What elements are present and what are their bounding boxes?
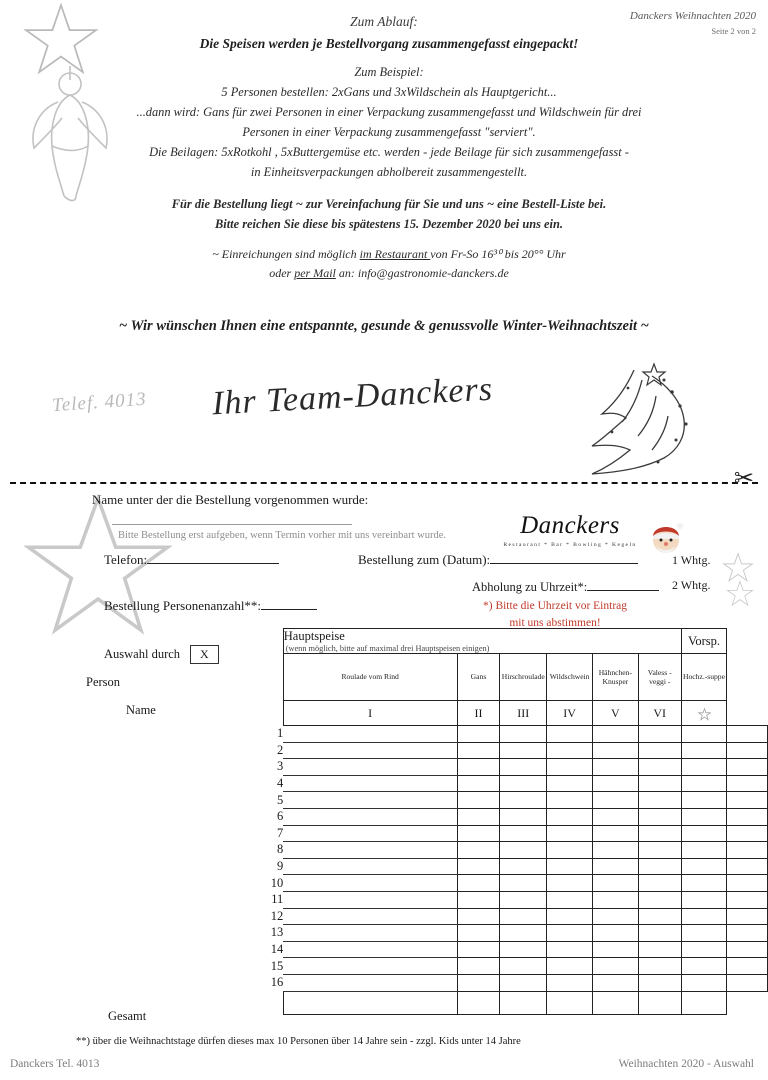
row-dish-cell[interactable] xyxy=(638,858,681,875)
row-number: 9 xyxy=(277,859,284,874)
row-dish-cell[interactable] xyxy=(547,858,593,875)
table-row xyxy=(94,908,768,925)
row-dish-cell[interactable] xyxy=(457,726,500,743)
row-name-input[interactable] xyxy=(283,908,457,925)
row-number: 1 xyxy=(277,726,284,741)
total-cell[interactable] xyxy=(593,991,638,1014)
row-dish-cell[interactable] xyxy=(638,958,681,975)
row-dish-cell[interactable] xyxy=(500,958,547,975)
row-dish-cell[interactable] xyxy=(457,775,500,792)
intro-line-6: Für die Bestellung liegt ~ zur Vereinfachung für Sie und uns ~ eine Bestell-Liste bei. xyxy=(171,196,607,211)
row-dish-cell[interactable] xyxy=(547,941,593,958)
row-dish-cell[interactable] xyxy=(547,908,593,925)
intro-line-5: in Einheitsverpackungen abholbereit zusammengestellt. xyxy=(250,165,528,180)
group-hauptspeise-label: Hauptspeise xyxy=(283,629,345,643)
row-name-input[interactable] xyxy=(283,808,457,825)
row-dish-cell[interactable] xyxy=(457,925,500,942)
row-dish-cell[interactable] xyxy=(727,974,768,991)
row-dish-cell[interactable] xyxy=(681,958,726,975)
row-dish-cell[interactable] xyxy=(500,891,547,908)
row-dish-cell[interactable] xyxy=(593,908,638,925)
row-name-input[interactable] xyxy=(283,775,457,792)
row-dish-cell[interactable] xyxy=(593,925,638,942)
row-dish-cell[interactable] xyxy=(500,875,547,892)
row-dish-cell[interactable] xyxy=(727,742,768,759)
row-dish-cell[interactable] xyxy=(593,792,638,809)
row-dish-cell[interactable] xyxy=(547,825,593,842)
intro-line-8b: im Restaurant xyxy=(359,246,431,261)
row-dish-cell[interactable] xyxy=(638,925,681,942)
row-dish-cell[interactable] xyxy=(593,941,638,958)
intro-line-8c: von Fr-So 16³⁰ bis 20°° Uhr xyxy=(430,246,566,261)
footer-right: Weihnachten 2020 - Auswahl xyxy=(618,1058,754,1070)
row-number: 11 xyxy=(271,892,284,907)
order-name-input[interactable] xyxy=(112,524,352,525)
row-dish-cell[interactable] xyxy=(457,792,500,809)
row-dish-cell[interactable] xyxy=(681,775,726,792)
person-label: Person xyxy=(86,675,121,689)
abholung-uhrzeit-field[interactable] xyxy=(472,580,659,595)
santa-icon xyxy=(644,516,688,560)
dish-number: I xyxy=(283,701,457,726)
intro-line-9b: per Mail xyxy=(294,266,336,281)
row-dish-cell[interactable] xyxy=(457,958,500,975)
row-dish-cell[interactable] xyxy=(727,925,768,942)
row-dish-cell[interactable] xyxy=(638,875,681,892)
row-number: 2 xyxy=(277,742,284,757)
bestellung-datum-input[interactable] xyxy=(490,563,638,564)
row-number: 10 xyxy=(270,875,284,890)
row-dish-cell[interactable] xyxy=(500,858,547,875)
intro-example-label: Zum Beispiel: xyxy=(354,65,424,79)
row-dish-cell[interactable] xyxy=(638,792,681,809)
row-name-input[interactable] xyxy=(283,858,457,875)
table-row xyxy=(94,792,768,809)
dish-header: Roulade vom Rind xyxy=(283,654,457,701)
row-dish-cell[interactable] xyxy=(727,858,768,875)
row-dish-cell[interactable] xyxy=(593,875,638,892)
row-number: 3 xyxy=(277,759,284,774)
row-dish-cell[interactable] xyxy=(500,842,547,859)
group-hauptspeise xyxy=(283,629,681,654)
row-dish-cell[interactable] xyxy=(593,775,638,792)
row-dish-cell[interactable] xyxy=(500,775,547,792)
row-dish-cell[interactable] xyxy=(593,759,638,776)
table-row xyxy=(94,726,768,743)
row-dish-cell[interactable] xyxy=(457,825,500,842)
row-dish-cell[interactable] xyxy=(500,759,547,776)
auswahl-label: Auswahl durch xyxy=(104,647,181,661)
row-dish-cell[interactable] xyxy=(457,908,500,925)
row-number: 7 xyxy=(277,825,284,840)
row-dish-cell[interactable] xyxy=(681,974,726,991)
table-row xyxy=(94,941,768,958)
logo-name: Danckers xyxy=(520,512,620,539)
table-row xyxy=(94,875,768,892)
row-dish-cell[interactable] xyxy=(638,775,681,792)
name-column-label: Name xyxy=(126,703,156,717)
telefon-handwritten-note: Telef. 4013 xyxy=(51,388,148,417)
row-dish-cell[interactable] xyxy=(681,891,726,908)
intro-line-7: Bitte reichen Sie diese bis spätestens 15. Dezember 2020 bei uns ein. xyxy=(215,216,563,231)
row-dish-cell[interactable] xyxy=(500,792,547,809)
intro-line-1: 5 Personen bestellen: 2xGans und 3xWildschein als Hauptgericht... xyxy=(221,85,557,100)
table-number-row xyxy=(94,701,768,726)
intro-line-3: Personen in einer Verpackung zusammengefasst "serviert". xyxy=(242,125,536,140)
row-dish-cell[interactable] xyxy=(593,726,638,743)
abholung-label: Abholung zu Uhrzeit*: xyxy=(472,580,588,594)
row-name-input[interactable] xyxy=(283,925,457,942)
row-dish-cell[interactable] xyxy=(457,941,500,958)
row-name-input[interactable] xyxy=(283,742,457,759)
table-row xyxy=(94,925,768,942)
row-dish-cell[interactable] xyxy=(547,891,593,908)
intro-line-9 xyxy=(80,264,698,283)
row-dish-cell[interactable] xyxy=(593,808,638,825)
row-dish-cell[interactable] xyxy=(681,908,726,925)
row-dish-cell[interactable] xyxy=(547,775,593,792)
table-row xyxy=(94,974,768,991)
row-dish-cell[interactable] xyxy=(638,825,681,842)
dish-header: Valess - veggi - xyxy=(638,654,681,701)
row-number: 13 xyxy=(270,925,284,940)
row-name-input[interactable] xyxy=(283,891,457,908)
star-icon xyxy=(24,494,172,642)
order-name-hint: Bitte Bestellung erst aufgeben, wenn Termin vorher mit uns vereinbart wurde. xyxy=(118,530,446,541)
row-number: 6 xyxy=(277,809,284,824)
table-row xyxy=(94,858,768,875)
row-dish-cell[interactable] xyxy=(727,891,768,908)
total-cell[interactable] xyxy=(638,991,681,1014)
footnote: **) über die Weihnachtstage dürfen dieses max 10 Personen über 14 Jahre sein - zzgl. Kids unter 14 Jahre xyxy=(76,1036,521,1047)
table-row xyxy=(94,842,768,859)
order-name-label: Name unter der die Bestellung vorgenommen wurde: xyxy=(92,492,369,507)
row-dish-cell[interactable] xyxy=(681,726,726,743)
telefon-input[interactable] xyxy=(147,563,279,564)
dish-number: IV xyxy=(547,701,593,726)
row-dish-cell[interactable] xyxy=(638,726,681,743)
group-hauptspeise-note: (wenn möglich, bitte auf maximal drei Hauptspeisen einigen) xyxy=(285,644,490,653)
row-dish-cell[interactable] xyxy=(457,858,500,875)
personenanzahl-label: Bestellung Personenanzahl**: xyxy=(104,598,262,613)
row-name-input[interactable] xyxy=(283,941,457,958)
row-dish-cell[interactable] xyxy=(593,825,638,842)
row-dish-cell[interactable] xyxy=(638,908,681,925)
dish-header: Hähnchen-Knusper xyxy=(593,654,638,701)
row-dish-cell[interactable] xyxy=(638,759,681,776)
row-name-input[interactable] xyxy=(283,759,457,776)
intro-line-8a: ~ Einreichungen sind möglich xyxy=(212,246,360,261)
row-dish-cell[interactable] xyxy=(593,958,638,975)
row-name-input[interactable] xyxy=(283,842,457,859)
star-icon xyxy=(698,708,711,721)
total-cell[interactable] xyxy=(500,991,547,1014)
row-dish-cell[interactable] xyxy=(593,842,638,859)
personenanzahl-field[interactable] xyxy=(104,598,317,614)
row-dish-cell[interactable] xyxy=(727,958,768,975)
intro-line-8 xyxy=(80,245,698,264)
row-dish-cell[interactable] xyxy=(457,875,500,892)
telefon-field[interactable] xyxy=(104,552,279,568)
table-row xyxy=(94,742,768,759)
wish-line: ~ Wir wünschen Ihnen eine entspannte, gesunde & genussvolle Winter-Weihnachtszeit ~ xyxy=(119,318,649,334)
row-dish-cell[interactable] xyxy=(547,974,593,991)
row-dish-cell[interactable] xyxy=(457,891,500,908)
bestellung-datum-field[interactable] xyxy=(358,552,638,568)
dish-header: Wildschwein xyxy=(547,654,593,701)
table-row xyxy=(94,775,768,792)
row-dish-cell[interactable] xyxy=(727,825,768,842)
dish-number: III xyxy=(500,701,547,726)
row-dish-cell[interactable] xyxy=(727,808,768,825)
row-dish-cell[interactable] xyxy=(547,759,593,776)
intro-line-9a: oder xyxy=(269,266,295,281)
danckers-logo xyxy=(500,512,640,548)
total-cell[interactable] xyxy=(283,991,457,1014)
row-dish-cell[interactable] xyxy=(457,808,500,825)
signature-team: Ihr Team-Danckers xyxy=(211,370,494,423)
scissors-icon: ✂ xyxy=(733,466,754,492)
row-dish-cell[interactable] xyxy=(500,908,547,925)
row-dish-cell[interactable] xyxy=(681,808,726,825)
gesamt-label: Gesamt xyxy=(108,1009,147,1023)
row-name-input[interactable] xyxy=(283,875,457,892)
whtg-1-label: 1 Whtg. xyxy=(672,553,711,567)
table-dish-row xyxy=(94,654,768,701)
dish-header: Gans xyxy=(457,654,500,701)
row-dish-cell[interactable] xyxy=(681,941,726,958)
row-dish-cell[interactable] xyxy=(547,742,593,759)
row-dish-cell[interactable] xyxy=(727,842,768,859)
row-dish-cell[interactable] xyxy=(681,842,726,859)
intro-line-2: ...dann wird: Gans für zwei Personen in einer Verpackung zusammengefasst und Wildschwein für drei xyxy=(136,105,642,120)
row-dish-cell[interactable] xyxy=(457,842,500,859)
row-dish-cell[interactable] xyxy=(638,842,681,859)
row-dish-cell[interactable] xyxy=(547,925,593,942)
intro-text xyxy=(80,36,698,284)
row-dish-cell[interactable] xyxy=(593,974,638,991)
intro-lead: Die Speisen werden je Bestellvorgang zusammengefasst eingepackt! xyxy=(199,36,579,51)
row-number: 5 xyxy=(277,792,284,807)
row-dish-cell[interactable] xyxy=(681,875,726,892)
total-cell[interactable] xyxy=(547,991,593,1014)
row-dish-cell[interactable] xyxy=(547,808,593,825)
starter-header: Hochz.-suppe xyxy=(681,654,726,701)
row-dish-cell[interactable] xyxy=(593,742,638,759)
dish-number: VI xyxy=(638,701,681,726)
intro-line-4: Die Beilagen: 5xRotkohl , 5xButtergemüse etc. werden - jede Beilage für sich zusammengefasst - xyxy=(149,145,629,160)
row-number: 12 xyxy=(270,908,284,923)
row-dish-cell[interactable] xyxy=(547,726,593,743)
dish-number: II xyxy=(457,701,500,726)
row-dish-cell[interactable] xyxy=(457,974,500,991)
logo-tagline: Restaurant * Bar * Bowling * Kegeln xyxy=(503,542,637,548)
row-dish-cell[interactable] xyxy=(547,792,593,809)
row-dish-cell[interactable] xyxy=(681,858,726,875)
row-dish-cell[interactable] xyxy=(727,908,768,925)
whtg-2-label: 2 Whtg. xyxy=(672,578,711,592)
row-dish-cell[interactable] xyxy=(727,875,768,892)
row-dish-cell[interactable] xyxy=(593,891,638,908)
row-dish-cell[interactable] xyxy=(547,958,593,975)
christmas-tree-icon xyxy=(568,362,698,480)
row-dish-cell[interactable] xyxy=(727,726,768,743)
row-number: 15 xyxy=(270,958,284,973)
row-dish-cell[interactable] xyxy=(500,742,547,759)
row-name-input[interactable] xyxy=(283,825,457,842)
total-cell[interactable] xyxy=(681,991,726,1014)
row-dish-cell[interactable] xyxy=(457,742,500,759)
row-dish-cell[interactable] xyxy=(681,825,726,842)
table-row xyxy=(94,759,768,776)
row-name-input[interactable] xyxy=(283,958,457,975)
row-number: 14 xyxy=(270,942,284,957)
row-dish-cell[interactable] xyxy=(638,742,681,759)
table-total-row xyxy=(94,991,768,1014)
header-page-number: Seite 2 von 2 xyxy=(711,25,756,36)
abholung-input[interactable] xyxy=(587,590,659,591)
row-name-input[interactable] xyxy=(283,726,457,743)
row-name-input[interactable] xyxy=(283,974,457,991)
row-dish-cell[interactable] xyxy=(727,792,768,809)
row-dish-cell[interactable] xyxy=(500,941,547,958)
table-row xyxy=(94,825,768,842)
row-number: 8 xyxy=(277,842,284,857)
table-row xyxy=(94,958,768,975)
section-title-ablauf: Zum Ablauf: xyxy=(350,14,418,29)
bestellung-datum-label: Bestellung zum (Datum): xyxy=(358,552,491,567)
starter-number xyxy=(681,701,726,726)
header-title: Danckers Weihnachten 2020 xyxy=(629,10,756,22)
row-dish-cell[interactable] xyxy=(547,842,593,859)
row-dish-cell[interactable] xyxy=(500,726,547,743)
row-dish-cell[interactable] xyxy=(500,825,547,842)
row-dish-cell[interactable] xyxy=(457,759,500,776)
row-dish-cell[interactable] xyxy=(727,941,768,958)
row-dish-cell[interactable] xyxy=(681,792,726,809)
row-dish-cell[interactable] xyxy=(547,875,593,892)
row-dish-cell[interactable] xyxy=(500,974,547,991)
row-dish-cell[interactable] xyxy=(727,775,768,792)
order-table xyxy=(94,628,768,1015)
dish-header: Hirschroulade xyxy=(500,654,547,701)
total-cell[interactable] xyxy=(457,991,500,1014)
uhrzeit-note-line-2: mit uns abstimmen! xyxy=(509,617,601,630)
row-dish-cell[interactable] xyxy=(638,974,681,991)
row-name-input[interactable] xyxy=(283,792,457,809)
row-dish-cell[interactable] xyxy=(681,759,726,776)
row-dish-cell[interactable] xyxy=(593,858,638,875)
personenanzahl-input[interactable] xyxy=(261,609,317,610)
group-vorsp: Vorsp. xyxy=(681,629,726,654)
auswahl-mark-box[interactable]: X xyxy=(190,645,219,664)
star-icon xyxy=(726,580,754,608)
row-dish-cell[interactable] xyxy=(681,742,726,759)
row-number: 16 xyxy=(270,975,284,990)
table-row xyxy=(94,891,768,908)
row-dish-cell[interactable] xyxy=(500,808,547,825)
uhrzeit-note-line-1: *) Bitte die Uhrzeit vor Eintrag xyxy=(482,600,628,612)
row-dish-cell[interactable] xyxy=(681,925,726,942)
intro-line-9c: an: info@gastronomie-danckers.de xyxy=(335,266,509,281)
row-dish-cell[interactable] xyxy=(638,941,681,958)
row-dish-cell[interactable] xyxy=(638,891,681,908)
table-group-header-row xyxy=(94,629,768,654)
row-dish-cell[interactable] xyxy=(638,808,681,825)
cut-line xyxy=(10,482,758,484)
row-dish-cell[interactable] xyxy=(727,759,768,776)
footer-left: Danckers Tel. 4013 xyxy=(10,1058,100,1070)
row-number: 4 xyxy=(277,776,284,791)
telefon-label: Telefon: xyxy=(104,552,148,567)
row-dish-cell[interactable] xyxy=(500,925,547,942)
dish-number: V xyxy=(593,701,638,726)
table-row xyxy=(94,808,768,825)
